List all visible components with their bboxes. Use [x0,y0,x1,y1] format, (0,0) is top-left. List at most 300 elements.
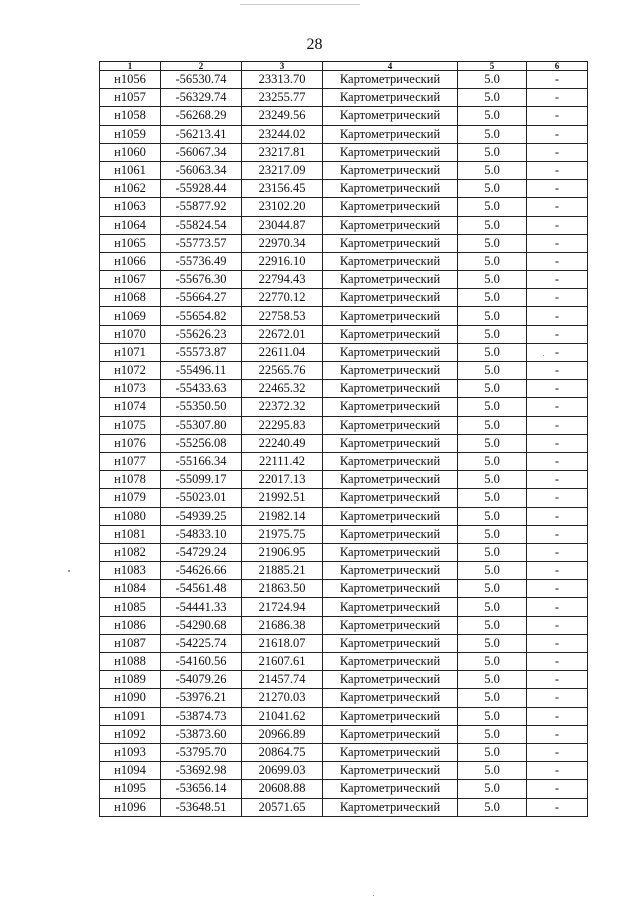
cell-note: - [527,416,588,434]
cell-x-coordinate: -55573.87 [161,343,242,361]
cell-note: - [527,252,588,270]
cell-y-coordinate: 21041.62 [242,707,323,725]
table-row [100,452,588,470]
cell-y-coordinate: 23217.09 [242,161,323,179]
cell-point-id: н1061 [100,161,161,179]
cell-x-coordinate: -55433.63 [161,380,242,398]
column-header-5: 5 [458,62,527,71]
cell-note: - [527,71,588,89]
cell-method: Картометрический [323,71,458,89]
cell-point-id: н1065 [100,234,161,252]
cell-note: - [527,234,588,252]
table-row [100,471,588,489]
cell-x-coordinate: -54626.66 [161,562,242,580]
cell-method: Картометрический [323,380,458,398]
scan-speck [68,570,70,572]
cell-accuracy: 5.0 [458,580,527,598]
cell-x-coordinate: -56329.74 [161,89,242,107]
cell-point-id: н1082 [100,543,161,561]
table-row [100,598,588,616]
cell-accuracy: 5.0 [458,671,527,689]
cell-accuracy: 5.0 [458,416,527,434]
cell-point-id: н1088 [100,653,161,671]
cell-y-coordinate: 23156.45 [242,180,323,198]
cell-accuracy: 5.0 [458,689,527,707]
cell-accuracy: 5.0 [458,489,527,507]
cell-note: - [527,398,588,416]
cell-accuracy: 5.0 [458,234,527,252]
cell-accuracy: 5.0 [458,398,527,416]
cell-method: Картометрический [323,489,458,507]
cell-y-coordinate: 21607.61 [242,653,323,671]
table-row [100,107,588,125]
cell-point-id: н1075 [100,416,161,434]
table-row [100,616,588,634]
table-row [100,125,588,143]
cell-note: - [527,325,588,343]
cell-method: Картометрический [323,143,458,161]
cell-point-id: н1085 [100,598,161,616]
cell-method: Картометрический [323,125,458,143]
cell-point-id: н1087 [100,634,161,652]
cell-y-coordinate: 21618.07 [242,634,323,652]
cell-y-coordinate: 21686.38 [242,616,323,634]
cell-point-id: н1058 [100,107,161,125]
cell-method: Картометрический [323,234,458,252]
column-header-3: 3 [242,62,323,71]
cell-y-coordinate: 22758.53 [242,307,323,325]
cell-method: Картометрический [323,89,458,107]
cell-accuracy: 5.0 [458,653,527,671]
cell-method: Картометрический [323,671,458,689]
cell-note: - [527,125,588,143]
cell-note: - [527,107,588,125]
cell-method: Картометрический [323,362,458,380]
table-row [100,234,588,252]
cell-method: Картометрический [323,689,458,707]
column-header-1: 1 [100,62,161,71]
scan-speck [543,355,544,356]
table-row [100,525,588,543]
table-row [100,362,588,380]
cell-note: - [527,598,588,616]
cell-method: Картометрический [323,325,458,343]
cell-accuracy: 5.0 [458,216,527,234]
cell-accuracy: 5.0 [458,471,527,489]
cell-method: Картометрический [323,216,458,234]
cell-accuracy: 5.0 [458,198,527,216]
cell-method: Картометрический [323,161,458,179]
cell-method: Картометрический [323,398,458,416]
cell-x-coordinate: -55654.82 [161,307,242,325]
cell-point-id: н1062 [100,180,161,198]
cell-method: Картометрический [323,525,458,543]
table-row [100,89,588,107]
table-row [100,180,588,198]
cell-y-coordinate: 21270.03 [242,689,323,707]
cell-point-id: н1069 [100,307,161,325]
cell-note: - [527,671,588,689]
cell-method: Картометрический [323,743,458,761]
cell-accuracy: 5.0 [458,180,527,198]
cell-x-coordinate: -55023.01 [161,489,242,507]
table-row [100,780,588,798]
cell-method: Картометрический [323,507,458,525]
cell-method: Картометрический [323,580,458,598]
cell-y-coordinate: 21906.95 [242,543,323,561]
table-body [100,71,588,817]
cell-x-coordinate: -54561.48 [161,580,242,598]
cell-point-id: н1080 [100,507,161,525]
cell-note: - [527,634,588,652]
table-row [100,71,588,89]
cell-point-id: н1077 [100,452,161,470]
cell-x-coordinate: -53874.73 [161,707,242,725]
cell-note: - [527,198,588,216]
cell-accuracy: 5.0 [458,707,527,725]
cell-x-coordinate: -54729.24 [161,543,242,561]
cell-method: Картометрический [323,562,458,580]
column-header-6: 6 [527,62,588,71]
cell-accuracy: 5.0 [458,743,527,761]
scan-speck [373,895,374,896]
cell-point-id: н1083 [100,562,161,580]
cell-method: Картометрический [323,307,458,325]
cell-y-coordinate: 22372.32 [242,398,323,416]
cell-y-coordinate: 22794.43 [242,271,323,289]
cell-point-id: н1076 [100,434,161,452]
cell-note: - [527,161,588,179]
cell-accuracy: 5.0 [458,780,527,798]
cell-method: Картометрический [323,107,458,125]
cell-x-coordinate: -56213.41 [161,125,242,143]
cell-x-coordinate: -54225.74 [161,634,242,652]
cell-x-coordinate: -55626.23 [161,325,242,343]
cell-note: - [527,452,588,470]
table-row [100,398,588,416]
cell-point-id: н1079 [100,489,161,507]
cell-y-coordinate: 22770.12 [242,289,323,307]
table-row [100,325,588,343]
cell-method: Картометрический [323,616,458,634]
cell-x-coordinate: -56268.29 [161,107,242,125]
cell-y-coordinate: 22465.32 [242,380,323,398]
cell-accuracy: 5.0 [458,562,527,580]
table-row [100,161,588,179]
page-number: 28 [306,36,323,53]
cell-accuracy: 5.0 [458,634,527,652]
cell-note: - [527,289,588,307]
table-row [100,671,588,689]
cell-y-coordinate: 21975.75 [242,525,323,543]
column-header-2: 2 [161,62,242,71]
cell-point-id: н1071 [100,343,161,361]
cell-accuracy: 5.0 [458,107,527,125]
cell-note: - [527,543,588,561]
table-row [100,653,588,671]
cell-x-coordinate: -53656.14 [161,780,242,798]
table-row [100,725,588,743]
cell-point-id: н1090 [100,689,161,707]
cell-x-coordinate: -54441.33 [161,598,242,616]
cell-x-coordinate: -55877.92 [161,198,242,216]
cell-note: - [527,653,588,671]
cell-note: - [527,89,588,107]
cell-note: - [527,562,588,580]
cell-accuracy: 5.0 [458,725,527,743]
cell-note: - [527,725,588,743]
cell-accuracy: 5.0 [458,343,527,361]
cell-point-id: н1074 [100,398,161,416]
cell-y-coordinate: 21982.14 [242,507,323,525]
cell-note: - [527,489,588,507]
cell-method: Картометрический [323,471,458,489]
cell-point-id: н1056 [100,71,161,89]
table-row [100,343,588,361]
cell-y-coordinate: 21885.21 [242,562,323,580]
cell-point-id: н1084 [100,580,161,598]
cell-accuracy: 5.0 [458,452,527,470]
cell-point-id: н1092 [100,725,161,743]
cell-x-coordinate: -53976.21 [161,689,242,707]
cell-note: - [527,780,588,798]
cell-method: Картометрический [323,416,458,434]
cell-note: - [527,180,588,198]
cell-accuracy: 5.0 [458,616,527,634]
cell-y-coordinate: 23249.56 [242,107,323,125]
cell-y-coordinate: 21992.51 [242,489,323,507]
cell-y-coordinate: 22240.49 [242,434,323,452]
cell-point-id: н1066 [100,252,161,270]
cell-point-id: н1068 [100,289,161,307]
cell-note: - [527,580,588,598]
cell-x-coordinate: -54079.26 [161,671,242,689]
cell-note: - [527,525,588,543]
cell-x-coordinate: -55256.08 [161,434,242,452]
cell-y-coordinate: 21724.94 [242,598,323,616]
cell-y-coordinate: 21863.50 [242,580,323,598]
cell-point-id: н1057 [100,89,161,107]
cell-y-coordinate: 20864.75 [242,743,323,761]
cell-y-coordinate: 23217.81 [242,143,323,161]
table-row [100,307,588,325]
cell-accuracy: 5.0 [458,525,527,543]
cell-note: - [527,271,588,289]
cell-x-coordinate: -55099.17 [161,471,242,489]
cell-accuracy: 5.0 [458,362,527,380]
cell-accuracy: 5.0 [458,252,527,270]
cell-note: - [527,434,588,452]
cell-note: - [527,762,588,780]
cell-y-coordinate: 20966.89 [242,725,323,743]
cell-x-coordinate: -56067.34 [161,143,242,161]
table-row [100,434,588,452]
table-row [100,271,588,289]
cell-note: - [527,616,588,634]
cell-point-id: н1064 [100,216,161,234]
cell-method: Картометрический [323,707,458,725]
cell-x-coordinate: -55307.80 [161,416,242,434]
cell-y-coordinate: 22916.10 [242,252,323,270]
table-row [100,762,588,780]
cell-method: Картометрический [323,434,458,452]
cell-x-coordinate: -54160.56 [161,653,242,671]
cell-x-coordinate: -53692.98 [161,762,242,780]
cell-y-coordinate: 23044.87 [242,216,323,234]
cell-method: Картометрический [323,252,458,270]
table-row [100,798,588,816]
cell-accuracy: 5.0 [458,798,527,816]
table-row [100,489,588,507]
cell-point-id: н1094 [100,762,161,780]
cell-point-id: н1073 [100,380,161,398]
cell-point-id: н1089 [100,671,161,689]
cell-point-id: н1093 [100,743,161,761]
cell-point-id: н1059 [100,125,161,143]
table-row [100,198,588,216]
cell-accuracy: 5.0 [458,125,527,143]
cell-accuracy: 5.0 [458,543,527,561]
cell-accuracy: 5.0 [458,598,527,616]
cell-method: Картометрический [323,762,458,780]
cell-point-id: н1086 [100,616,161,634]
cell-note: - [527,743,588,761]
table-row [100,689,588,707]
cell-accuracy: 5.0 [458,289,527,307]
cell-method: Картометрический [323,780,458,798]
cell-accuracy: 5.0 [458,762,527,780]
table-row [100,562,588,580]
cell-y-coordinate: 22295.83 [242,416,323,434]
table-row [100,507,588,525]
cell-x-coordinate: -56063.34 [161,161,242,179]
cell-method: Картометрический [323,634,458,652]
cell-y-coordinate: 20571.65 [242,798,323,816]
cell-y-coordinate: 22970.34 [242,234,323,252]
cell-y-coordinate: 20699.03 [242,762,323,780]
table-row [100,143,588,161]
cell-x-coordinate: -55736.49 [161,252,242,270]
cell-note: - [527,689,588,707]
scan-artifact-line [240,4,360,5]
cell-x-coordinate: -53648.51 [161,798,242,816]
cell-x-coordinate: -55676.30 [161,271,242,289]
table-row [100,543,588,561]
cell-accuracy: 5.0 [458,161,527,179]
cell-note: - [527,798,588,816]
cell-x-coordinate: -54290.68 [161,616,242,634]
table-row [100,580,588,598]
cell-accuracy: 5.0 [458,307,527,325]
cell-x-coordinate: -55166.34 [161,452,242,470]
cell-point-id: н1081 [100,525,161,543]
cell-method: Картометрический [323,180,458,198]
cell-note: - [527,380,588,398]
cell-point-id: н1063 [100,198,161,216]
cell-accuracy: 5.0 [458,143,527,161]
cell-note: - [527,471,588,489]
cell-y-coordinate: 21457.74 [242,671,323,689]
coordinates-table-container [99,61,587,817]
cell-y-coordinate: 22611.04 [242,343,323,361]
cell-x-coordinate: -55928.44 [161,180,242,198]
cell-y-coordinate: 23255.77 [242,89,323,107]
cell-method: Картометрический [323,289,458,307]
cell-y-coordinate: 22017.13 [242,471,323,489]
cell-point-id: н1095 [100,780,161,798]
cell-point-id: н1096 [100,798,161,816]
cell-accuracy: 5.0 [458,434,527,452]
cell-method: Картометрический [323,198,458,216]
table-row [100,289,588,307]
cell-x-coordinate: -55496.11 [161,362,242,380]
cell-accuracy: 5.0 [458,325,527,343]
column-header-4: 4 [323,62,458,71]
cell-method: Картометрический [323,725,458,743]
cell-point-id: н1091 [100,707,161,725]
cell-point-id: н1070 [100,325,161,343]
cell-x-coordinate: -55773.57 [161,234,242,252]
cell-note: - [527,307,588,325]
cell-y-coordinate: 23244.02 [242,125,323,143]
cell-accuracy: 5.0 [458,271,527,289]
table-row [100,380,588,398]
cell-y-coordinate: 22111.42 [242,452,323,470]
cell-note: - [527,362,588,380]
cell-method: Картометрический [323,543,458,561]
cell-note: - [527,143,588,161]
cell-x-coordinate: -54939.25 [161,507,242,525]
cell-method: Картометрический [323,271,458,289]
cell-method: Картометрический [323,653,458,671]
cell-point-id: н1060 [100,143,161,161]
table-row [100,252,588,270]
coordinates-table [99,61,588,817]
cell-point-id: н1072 [100,362,161,380]
cell-method: Картометрический [323,798,458,816]
cell-method: Картометрический [323,598,458,616]
cell-x-coordinate: -55350.50 [161,398,242,416]
cell-point-id: н1067 [100,271,161,289]
table-header-row [100,62,588,71]
cell-note: - [527,707,588,725]
cell-accuracy: 5.0 [458,380,527,398]
cell-accuracy: 5.0 [458,71,527,89]
cell-x-coordinate: -55824.54 [161,216,242,234]
cell-x-coordinate: -53873.60 [161,725,242,743]
table-row [100,416,588,434]
cell-accuracy: 5.0 [458,507,527,525]
cell-accuracy: 5.0 [458,89,527,107]
cell-y-coordinate: 22565.76 [242,362,323,380]
cell-note: - [527,343,588,361]
cell-y-coordinate: 22672.01 [242,325,323,343]
cell-y-coordinate: 23102.20 [242,198,323,216]
cell-method: Картометрический [323,452,458,470]
table-row [100,707,588,725]
cell-y-coordinate: 20608.88 [242,780,323,798]
table-row [100,216,588,234]
cell-x-coordinate: -56530.74 [161,71,242,89]
cell-x-coordinate: -54833.10 [161,525,242,543]
cell-x-coordinate: -53795.70 [161,743,242,761]
table-row [100,743,588,761]
cell-point-id: н1078 [100,471,161,489]
cell-note: - [527,507,588,525]
table-row [100,634,588,652]
cell-method: Картометрический [323,343,458,361]
cell-y-coordinate: 23313.70 [242,71,323,89]
